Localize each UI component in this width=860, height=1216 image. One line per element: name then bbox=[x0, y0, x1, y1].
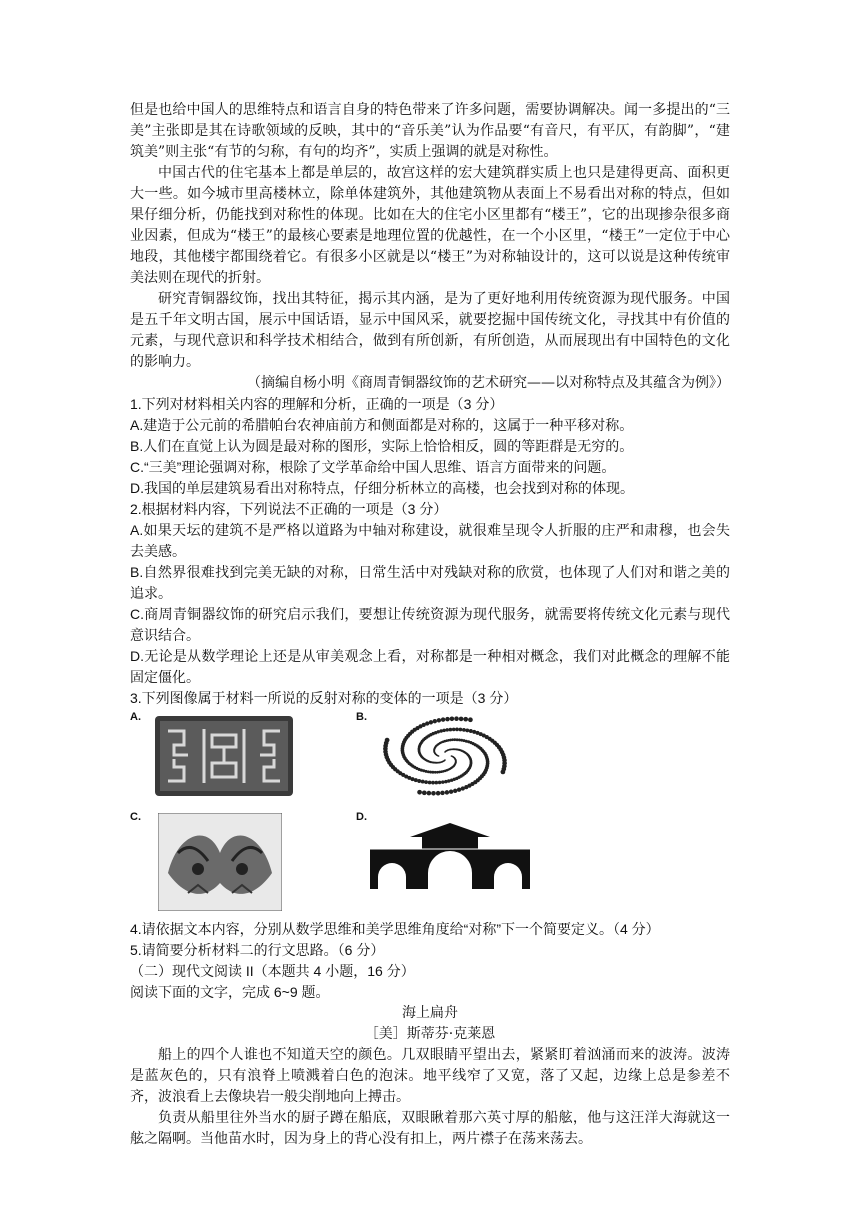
spiral-dot bbox=[429, 720, 433, 724]
question-2-option: A.如果天坛的建筑不是严格以道路为中轴对称建设，就很难呈现令人折服的庄严和肃穆，也会失去美感。 bbox=[130, 522, 730, 559]
question-1-option: D.我国的单层建筑易看出对称特点，仔细分析林立的高楼，也会找到对称的体现。 bbox=[130, 480, 634, 496]
spiral-dot bbox=[427, 791, 432, 796]
spiral-dot bbox=[468, 717, 473, 722]
figure-c-label: C. bbox=[130, 811, 141, 823]
spiral-dot bbox=[465, 728, 469, 732]
figure-c bbox=[130, 811, 300, 911]
spiral-dot bbox=[417, 790, 422, 795]
section-2-instruction: 阅读下面的文字，完成 6~9 题。 bbox=[130, 984, 330, 1000]
folk-art-image bbox=[158, 813, 282, 911]
figure-a-label: A. bbox=[130, 711, 141, 723]
spiral-dot bbox=[441, 717, 445, 721]
spiral-dot bbox=[424, 780, 428, 784]
spiral-dot bbox=[455, 728, 459, 732]
document-page bbox=[130, 100, 730, 1150]
spiral-dot bbox=[428, 781, 432, 785]
figure-d-label: D. bbox=[356, 811, 367, 823]
question-1-stem: 1.下列对材料相关内容的理解和分析，正确的一项是（3 分） bbox=[130, 396, 504, 412]
passage-author: ［美］斯蒂芬·克莱恩 bbox=[364, 1026, 496, 1042]
question-2-option: C.商周青铜器纹饰的研究启示我们，要想让传统资源为现代服务，就需要将传统文化元素与现代意识结合。 bbox=[130, 606, 730, 643]
spiral-dot bbox=[445, 717, 450, 722]
arch-bridge-image bbox=[370, 819, 530, 889]
spiral-dot bbox=[421, 780, 425, 784]
question-2-option: B.自然界很难找到完美无缺的对称，日常生活中对残缺对称的欣赏，也体现了人们对和谐之美的追求。 bbox=[130, 564, 730, 601]
spiral-dot bbox=[445, 728, 449, 732]
spiral-dot bbox=[436, 791, 441, 796]
bronze-pattern-image bbox=[154, 715, 294, 797]
spiral-dot bbox=[441, 780, 445, 784]
spiral-dot bbox=[438, 781, 442, 785]
spiral-dot bbox=[442, 729, 446, 733]
spiral-dot bbox=[437, 718, 441, 722]
intro-paragraph: 中国古代的住宅基本上都是单层的，故宫这样的宏大建筑群实质上也只是建得更高、面积更大一些。如今城市里高楼林立，除单体建筑外，其他建筑物从表面上不易看出对称的特点，但如果仔细分析，仍能找到对称性的体现。比如在大的住宅小区里都有“楼王”，它的出现掺杂很多商业因素，但成为“楼王”的最核心要素是地理位置的优越性，在一个小区里，“楼王”一定位于中心地段，其他楼宇都围绕着它。有很多小区就是以“楼王”为对称轴设计的，这可以说是这种传统审美法则在现代的折射。 bbox=[130, 165, 730, 286]
source-citation: （摘编自杨小明《商周青铜器纹饰的艺术研究——以对称特点及其蕴含为例》） bbox=[247, 375, 730, 391]
question-2-option: D.无论是从数学理论上还是从审美观念上看，对称都是一种相对概念，我们对此概念的理解不能固定僵化。 bbox=[130, 648, 730, 685]
spiral-dot bbox=[425, 721, 429, 725]
passage-title: 海上扁舟 bbox=[402, 1005, 458, 1021]
spiral-dot bbox=[469, 729, 473, 733]
section-2-heading: （二）现代文阅读 II（本题共 4 小题，16 分） bbox=[130, 963, 415, 979]
figure-b-label: B. bbox=[356, 711, 367, 723]
spiral-dot bbox=[501, 770, 506, 775]
figure-a bbox=[130, 711, 300, 801]
spiral-dot bbox=[463, 717, 468, 722]
spiral-dot bbox=[453, 789, 457, 793]
spiral-dot bbox=[431, 781, 435, 785]
spiral-dot bbox=[447, 779, 450, 782]
passage-paragraph: 船上的四个人谁也不知道天空的颜色。几双眼睛平望出去，紧紧盯着汹涌而来的波涛。波涛是蓝灰色的，只有浪脊上喷溅着白色的泡沫。地平线窄了又宽，落了又起，边缘上总是参差不齐，波浪看上去像块岩一般尖削地向上搏击。 bbox=[130, 1047, 730, 1105]
question-3-figures bbox=[130, 711, 730, 911]
spiral-dot bbox=[385, 738, 390, 743]
spiral-dot bbox=[459, 717, 464, 722]
spiral-dot bbox=[461, 786, 465, 790]
question-5-stem: 5.请简要分析材料二的行文思路。（6 分） bbox=[130, 942, 385, 958]
spiral-dot bbox=[431, 791, 436, 796]
spiral-dot bbox=[454, 716, 459, 721]
spiral-dot bbox=[457, 788, 461, 792]
figure-b bbox=[356, 711, 536, 801]
spiral-dot bbox=[433, 719, 437, 723]
spiral-dot bbox=[459, 728, 463, 732]
question-1-option: B.人们在直觉上认为圆是最对称的图形，实际上恰恰相反，圆的等距群是无穷的。 bbox=[130, 438, 634, 454]
spiral-dot bbox=[417, 779, 421, 783]
question-3-stem: 3.下列图像属于材料一所说的反射对称的变体的一项是（3 分） bbox=[130, 690, 518, 706]
spiral-dot bbox=[434, 781, 438, 785]
spiral-dot bbox=[422, 790, 427, 795]
spiral-dot bbox=[444, 780, 448, 784]
question-2-stem: 2.根据材料内容，下列说法不正确的一项是（3 分） bbox=[130, 501, 448, 517]
spiral-dot bbox=[452, 728, 456, 732]
spiral-dot bbox=[440, 791, 445, 796]
spiral-dot bbox=[445, 790, 449, 794]
spiral-dot bbox=[450, 717, 455, 722]
spiral-dot bbox=[437, 730, 440, 733]
question-4-stem: 4.请依据文本内容，分别从数学思维和美学思维角度给“对称”下一个简要定义。（4 分） bbox=[130, 921, 660, 937]
spiral-dot bbox=[462, 728, 466, 732]
passage-paragraph: 负责从船里往外当水的厨子蹲在船底，双眼瞅着那六英寸厚的船舷，他与这汪洋大海就这一舷之隔啊。当他苗水时，因为身上的背心没有扣上，两片襟子在荡来荡去。 bbox=[130, 1110, 730, 1147]
spiral-dot bbox=[450, 778, 453, 781]
question-1-option: A.建造于公元前的希腊帕台农神庙前方和侧面都是对称的，这属于一种平移对称。 bbox=[130, 417, 634, 433]
spiral-dot bbox=[449, 789, 453, 793]
spiral-dots-image bbox=[370, 715, 520, 797]
intro-paragraph: 研究青铜器纹饰，找出其特征，揭示其内涵，是为了更好地利用传统资源为现代服务。中国是五千年文明古国，展示中国话语，显示中国风采，就要挖掘中国传统文化，寻找其中有价值的元素，与现代意识和科学技术相结合，做到有所创新，有所创造，从而展现出有中国特色的文化的影响力。 bbox=[130, 291, 730, 370]
question-1-option: C.“三美”理论强调对称，根除了文学革命给中国人思维、语言方面带来的问题。 bbox=[130, 459, 616, 475]
spiral-dot bbox=[439, 729, 442, 732]
intro-paragraph: 但是也给中国人的思维特点和语言自身的特色带来了许多问题，需要协调解决。闻一多提出的“三美”主张即是其在诗歌领域的反映，其中的“音乐美”认为作品要“有音尺，有平仄，有韵脚”，“建筑美”则主张“有节的匀称，有句的均齐”，实质上强调的就是对称性。 bbox=[130, 102, 730, 160]
figure-d bbox=[356, 811, 536, 911]
spiral-dot bbox=[449, 728, 453, 732]
